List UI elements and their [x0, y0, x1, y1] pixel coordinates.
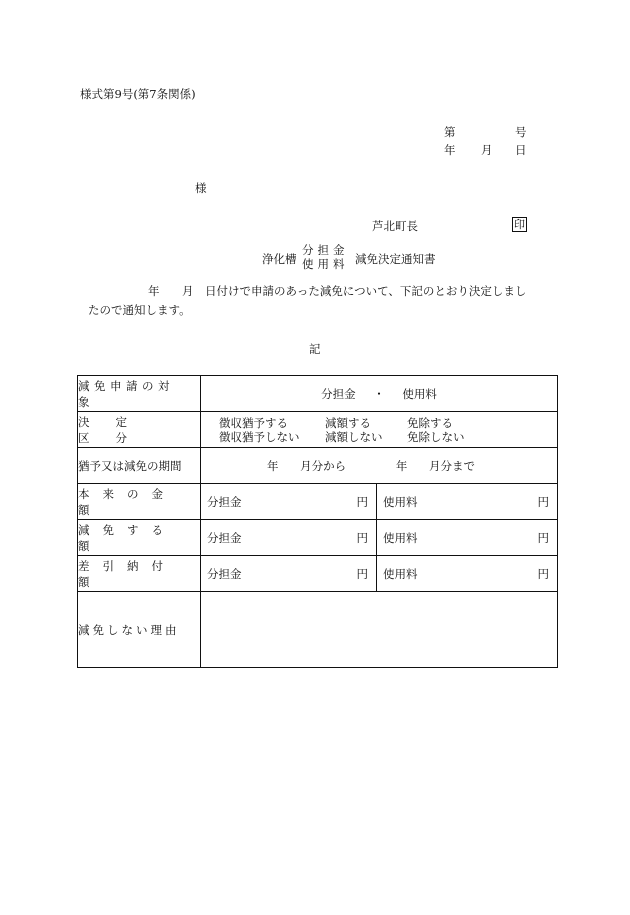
row-target [78, 376, 558, 412]
row-target-label [78, 376, 201, 412]
row-reason-label: 減免しない理由 [78, 592, 201, 668]
row-reduction-amount [78, 520, 558, 556]
body-line-2: たので通知します。 [88, 303, 191, 317]
row-net-label: 差引納付額 [78, 556, 201, 592]
title-option-shiyoryo: 使用料 [302, 257, 349, 271]
title-prefix: 浄化槽 [262, 252, 297, 266]
ki-heading: 記 [309, 342, 321, 356]
body-month: 月 [182, 284, 194, 298]
opt-no-yuyo: 徴収猶予しない [219, 429, 300, 444]
body-line-1: 日付けで申請のあった減免について、下記のとおり決定しまし [205, 284, 527, 298]
net-futankin: 分担金 円 [201, 556, 377, 592]
row-period-value: 年 月分から 年 月分まで [201, 448, 558, 484]
row-period [78, 448, 558, 484]
title-option-futankin: 分担金 [302, 243, 349, 257]
row-decision [78, 412, 558, 448]
row-no-reduction-reason [78, 592, 558, 668]
row-period-label: 猶予又は減免の期間 [78, 448, 201, 484]
original-futankin: 分担金 円 [201, 484, 377, 520]
date-month: 月 [481, 143, 493, 157]
doc-number-suffix: 号 [515, 125, 527, 139]
row-net-payment [78, 556, 558, 592]
issuer-name: 芦北町長 [372, 219, 418, 233]
net-shiyoryo: 使用料 円 [377, 556, 558, 592]
row-decision-label-text: 決定区分 [78, 414, 153, 445]
title-suffix: 減免決定通知書 [355, 252, 436, 266]
reduction-futankin: 分担金 円 [201, 520, 377, 556]
body-year: 年 [148, 284, 160, 298]
seal-mark: 印 [514, 218, 525, 231]
row-target-value: 分担金 ・ 使用料 [201, 376, 558, 412]
row-decision-label [78, 412, 201, 448]
original-shiyoryo: 使用料 円 [377, 484, 558, 520]
row-target-label-text: 減免申請の対象 [78, 378, 174, 409]
decision-table [77, 375, 558, 668]
row-decision-options [201, 412, 558, 448]
form-number: 様式第9号(第7条関係) [80, 87, 196, 101]
date-day: 日 [515, 143, 527, 157]
opt-yuyo: 徴収猶予する [219, 415, 288, 430]
row-reduction-label: 減免する額 [78, 520, 201, 556]
row-original-label: 本来の金額 [78, 484, 201, 520]
addressee-suffix: 様 [195, 181, 207, 195]
opt-menjo: 免除する [407, 415, 453, 430]
opt-gengaku: 減額する [325, 415, 371, 430]
reduction-shiyoryo: 使用料 円 [377, 520, 558, 556]
title-option-stack [302, 243, 349, 271]
reason-field[interactable] [201, 592, 558, 668]
date-year: 年 [444, 143, 456, 157]
opt-no-menjo: 免除しない [407, 429, 465, 444]
doc-number-prefix: 第 [444, 125, 456, 139]
opt-no-gengaku: 減額しない [325, 429, 383, 444]
row-original-amount [78, 484, 558, 520]
